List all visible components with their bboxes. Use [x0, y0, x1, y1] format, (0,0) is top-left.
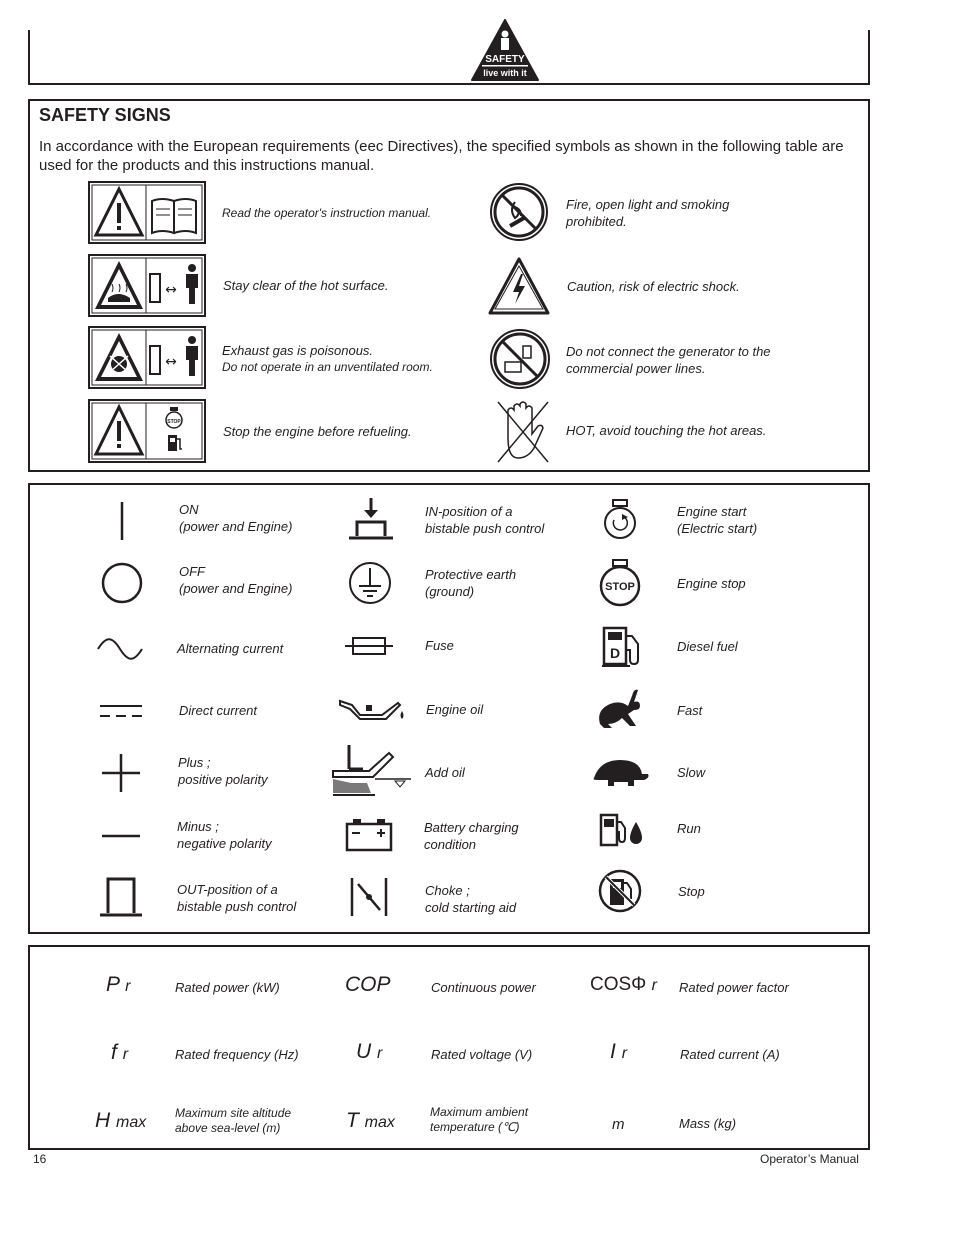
- off-circle-icon: [100, 561, 144, 605]
- engine-start-icon: [600, 498, 640, 542]
- fuel-run-icon: [598, 812, 644, 848]
- earth-ground-icon: [347, 560, 393, 606]
- symbol-label: Plus ; positive polarity: [178, 755, 268, 787]
- section-title: SAFETY SIGNS: [39, 105, 171, 125]
- svg-text:STOP: STOP: [167, 419, 181, 425]
- battery-icon: [344, 817, 394, 853]
- rating-label: Rated frequency (Hz): [175, 1047, 299, 1062]
- symbol-label: Fast: [677, 703, 703, 718]
- rating-label: Rated voltage (V): [431, 1047, 533, 1062]
- warning-subtext: Do not operate in an unventilated room.: [222, 360, 433, 374]
- rating-label: Maximum ambient temperature (℃): [430, 1105, 529, 1134]
- rating-label: Rated power factor: [679, 980, 789, 995]
- symbol-label: Engine oil: [426, 702, 484, 717]
- electric-shock-icon: [487, 256, 551, 316]
- manual-title: Operator’s Manual: [760, 1152, 859, 1166]
- exhaust-gas-icon: [88, 326, 206, 389]
- diesel-pump-icon: [600, 624, 646, 668]
- logo-bottom-text: live with it: [483, 68, 527, 78]
- rating-label: Rated power (kW): [175, 980, 280, 995]
- symbol-label: Direct current: [179, 703, 258, 718]
- no-grid-connection-icon: [489, 328, 551, 390]
- engine-stop-icon: [598, 558, 642, 608]
- symbol-label: Run: [677, 821, 701, 836]
- symbol-label: Minus ; negative polarity: [177, 819, 272, 851]
- ac-wave-icon: [96, 638, 144, 660]
- symbol-label: Alternating current: [177, 641, 284, 656]
- rating-symbol: COSΦ r: [590, 974, 657, 995]
- fuse-icon: [343, 633, 395, 659]
- hot-hand-icon: [494, 398, 550, 464]
- symbol-label: IN-position of a bistable push control: [425, 504, 545, 536]
- header-frame: [28, 30, 870, 85]
- symbol-label: ON (power and Engine): [179, 502, 293, 534]
- hot-surface-icon: [88, 254, 206, 317]
- safety-logo-icon: [470, 18, 540, 82]
- warning-text: Do not connect the generator to the commercial power lines.: [566, 344, 771, 376]
- choke-icon: [348, 876, 390, 918]
- section-intro: In accordance with the European requirements (eec Directives), the specified symbols as shown in the following table are used for the products and this instructions manual.: [39, 138, 844, 174]
- rating-label: Rated current (A): [680, 1047, 780, 1062]
- push-out-icon: [98, 873, 144, 919]
- rating-symbol: T max: [346, 1109, 395, 1132]
- rating-symbol: COP: [345, 973, 391, 996]
- logo-top-text: SAFETY: [485, 54, 525, 65]
- symbol-label: Fuse: [425, 638, 454, 653]
- svg-text:STOP: STOP: [605, 581, 635, 593]
- read-manual-icon: [88, 181, 206, 244]
- rabbit-icon: [594, 686, 644, 732]
- plus-icon: [100, 752, 142, 794]
- symbol-label: OUT-position of a bistable push control: [177, 882, 297, 914]
- svg-text:↔: ↔: [165, 282, 177, 298]
- warning-text: Fire, open light and smoking prohibited.: [566, 197, 730, 229]
- add-oil-icon: [331, 743, 413, 799]
- svg-text:D: D: [609, 645, 621, 661]
- rating-label: Mass (kg): [679, 1116, 737, 1131]
- stop-before-refuel-icon: [88, 399, 206, 463]
- warning-text: Caution, risk of electric shock.: [567, 279, 740, 294]
- fuel-stop-icon: [598, 869, 642, 913]
- symbol-label: Add oil: [425, 765, 465, 780]
- push-in-icon: [347, 496, 395, 542]
- dc-icon: [98, 702, 144, 720]
- symbol-label: Engine start (Electric start): [677, 504, 758, 536]
- rating-symbol: f r: [111, 1041, 129, 1064]
- svg-text:↔: ↔: [165, 354, 177, 370]
- warning-text: Read the operator's instruction manual.: [222, 206, 432, 220]
- on-line-icon: [110, 500, 134, 542]
- warning-text: Exhaust gas is poisonous.: [222, 343, 374, 358]
- rating-label: Continuous power: [431, 980, 536, 995]
- symbol-label: Choke ; cold starting aid: [425, 883, 517, 915]
- page-number: 16: [33, 1152, 47, 1166]
- rating-symbol: H max: [95, 1109, 147, 1132]
- warning-text: Stay clear of the hot surface.: [223, 278, 389, 293]
- rating-symbol: m: [612, 1116, 625, 1133]
- symbol-label: OFF (power and Engine): [179, 564, 293, 596]
- turtle-icon: [588, 758, 650, 788]
- rating-symbol: I r: [610, 1040, 628, 1063]
- symbol-label: Stop: [678, 884, 705, 899]
- rating-symbol: U r: [356, 1040, 383, 1063]
- symbol-label: Engine stop: [677, 576, 746, 591]
- oil-can-icon: [338, 695, 408, 725]
- warning-text: HOT, avoid touching the hot areas.: [566, 423, 767, 438]
- symbol-label: Protective earth (ground): [425, 567, 517, 599]
- rating-label: Maximum site altitude above sea-level (m): [175, 1106, 292, 1135]
- warning-text: Stop the engine before refueling.: [223, 424, 412, 439]
- symbol-label: Battery charging condition: [424, 820, 519, 852]
- rating-symbol: P r: [106, 973, 131, 996]
- minus-icon: [100, 830, 142, 842]
- symbol-label: Slow: [677, 765, 706, 780]
- symbol-label: Diesel fuel: [677, 639, 738, 654]
- no-fire-smoking-icon: [489, 182, 549, 242]
